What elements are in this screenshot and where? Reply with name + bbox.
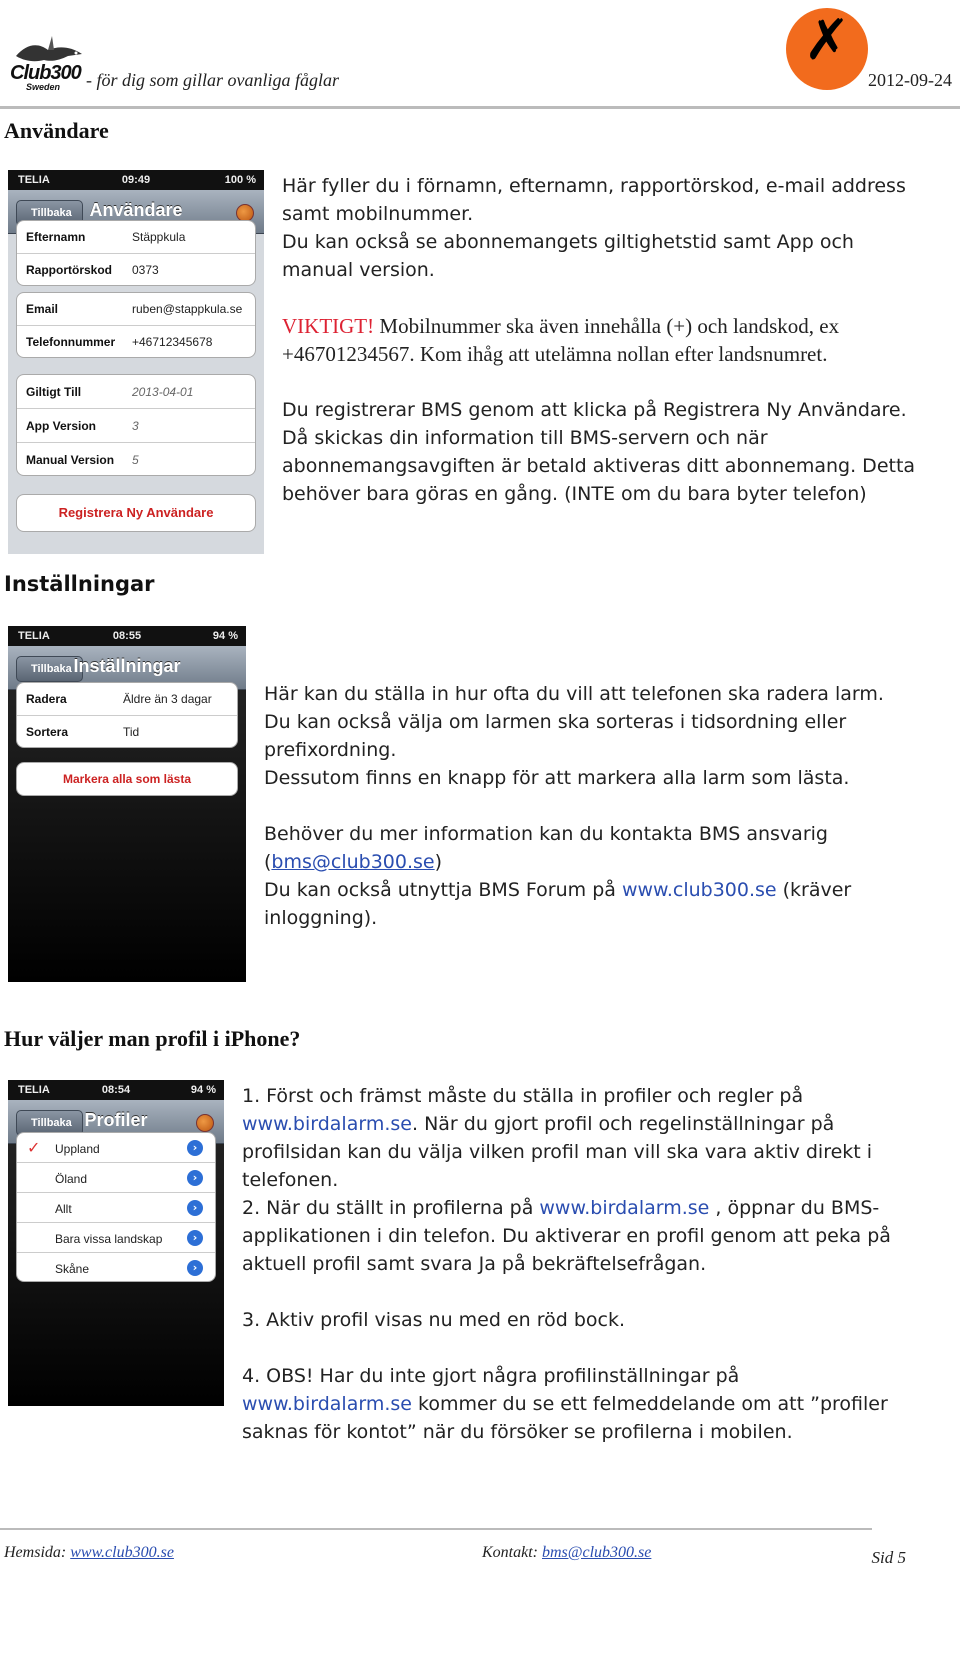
profile-row-oland[interactable]	[17, 1163, 215, 1193]
row-label: Efternamn	[26, 230, 86, 244]
settings-row-radera[interactable]	[17, 683, 237, 716]
form-row-telefonnummer[interactable]	[17, 326, 255, 358]
row-value: 0373	[132, 263, 159, 277]
form-group-contact	[16, 292, 256, 358]
footer-home: Hemsida: www.club300.se	[4, 1544, 174, 1561]
home-link[interactable]: www.club300.se	[70, 1544, 174, 1561]
clock-label: 08:54	[101, 1084, 131, 1096]
chevron-right-icon[interactable]: ›	[187, 1230, 203, 1246]
row-value: Äldre än 3 dagar	[123, 692, 212, 706]
register-user-button[interactable]: Registrera Ny Användare	[16, 494, 256, 532]
battery-label: 94 %	[190, 1084, 216, 1096]
page-number: Sid 5	[871, 1548, 906, 1567]
carrier-label: TELIA	[18, 1084, 50, 1096]
carrier-label: TELIA	[18, 174, 50, 186]
row-value: Bara vissa landskap	[55, 1232, 163, 1246]
row-value: ruben@stappkula.se	[132, 302, 243, 316]
clock-label: 08:55	[112, 630, 142, 642]
footer-contact: Kontakt: bms@club300.se	[482, 1544, 652, 1561]
form-row-giltigt-till	[17, 375, 255, 409]
carrier-label: TELIA	[18, 630, 50, 642]
row-label: Email	[26, 302, 59, 316]
row-label: Sortera	[26, 725, 69, 739]
back-button[interactable]: Tillbaka	[16, 200, 83, 226]
tagline: - för dig som gillar ovanliga fåglar	[86, 70, 340, 90]
form-row-email[interactable]	[17, 293, 255, 326]
row-value: Skåne	[55, 1262, 90, 1276]
row-value: Tid	[123, 725, 140, 739]
step-3: 3. Aktiv profil visas nu med en röd bock.	[242, 1309, 626, 1331]
check-icon: ✓	[27, 1138, 41, 1157]
settings-group	[16, 682, 238, 748]
row-label: Radera	[26, 692, 67, 706]
paragraph: Dessutom finns en knapp för att markera alla larm som lästa.	[264, 767, 850, 789]
screenshot-anvandare	[8, 170, 264, 554]
row-value: Stäppkula	[132, 230, 186, 244]
row-value: Öland	[55, 1172, 88, 1186]
profile-row-bara-vissa[interactable]	[17, 1223, 215, 1253]
screenshot-installningar	[8, 626, 246, 982]
bird-flag-icon[interactable]	[196, 1114, 214, 1132]
club300-link[interactable]: www.club300.se	[621, 879, 777, 901]
paragraph: Du registrerar BMS genom att klicka på Registrera Ny Användare. Då skickas din information till BMS-servern och när abonnemangsavgiften är betald aktiveras ditt abonnemang. Detta behöver bara göras en gång. (INTE om du bara byter telefon)	[282, 399, 916, 505]
warning-paragraph	[282, 312, 922, 368]
paragraph: Här kan du ställa in hur ofta du vill att telefonen ska radera larm.	[264, 683, 884, 705]
forum-paragraph: Du kan också utnyttja BMS Forum på www.club300.se (kräver inloggning).	[264, 879, 852, 929]
warning-label: VIKTIGT!	[282, 314, 375, 338]
battery-label: 100 %	[224, 174, 256, 186]
battery-label: 94 %	[212, 630, 238, 642]
cross-badge-icon: ✗	[786, 8, 868, 90]
row-label: Telefonnummer	[26, 335, 116, 349]
row-label: Giltigt Till	[26, 385, 82, 399]
settings-row-sortera[interactable]	[17, 716, 237, 748]
profile-row-skane[interactable]	[17, 1253, 215, 1282]
row-value: 3	[132, 419, 139, 433]
row-value: 2013-04-01	[132, 385, 194, 399]
birdalarm-link[interactable]: www.birdalarm.se	[242, 1393, 412, 1415]
nav-title: Inställningar	[73, 656, 181, 676]
footer-divider	[0, 1528, 872, 1530]
paragraph: Du kan också välja om larmen ska sorteras i tidsordning eller prefixordning.	[264, 711, 847, 761]
form-row-app-version	[17, 409, 255, 443]
back-button[interactable]: Tillbaka	[16, 656, 83, 682]
mark-all-read-button[interactable]: Markera alla som lästa	[16, 762, 238, 796]
section1-text	[282, 172, 922, 508]
row-value: Allt	[55, 1202, 72, 1216]
chevron-right-icon[interactable]: ›	[187, 1260, 203, 1276]
heading-profil: Hur väljer man profil i iPhone?	[4, 1026, 301, 1051]
form-group-name	[16, 220, 256, 286]
email-link[interactable]: bms@club300.se	[271, 851, 435, 873]
form-row-efternamn[interactable]	[17, 221, 255, 254]
nav-title: Användare	[89, 200, 183, 220]
screenshot-profiler	[8, 1080, 224, 1406]
step-1: 1. Först och främst måste du ställa in profiler och regler på www.birdalarm.se. När du gjort profil och regelinställningar på profilsidan kan du välja vilken profil man vill ska vara aktiv direkt i telefonen.	[242, 1085, 873, 1191]
header-divider	[0, 106, 960, 109]
form-group-info	[16, 374, 256, 476]
paragraph: Här fyller du i förnamn, efternamn, rapportörskod, e-mail address samt mobilnummer.	[282, 175, 906, 225]
birdalarm-link[interactable]: www.birdalarm.se	[539, 1197, 710, 1219]
form-row-manual-version	[17, 443, 255, 476]
heading-installningar: Inställningar	[4, 572, 155, 596]
profile-list	[16, 1132, 216, 1282]
nav-title: Profiler	[84, 1110, 148, 1130]
birdalarm-link[interactable]: www.birdalarm.se	[242, 1113, 412, 1135]
clock-label: 09:49	[121, 174, 151, 186]
step-2: 2. När du ställt in profilerna på www.birdalarm.se , öppnar du BMS-applikationen i din telefon. Du aktiverar en profil genom att peka på aktuell profil samt svara Ja på bekräftelsefrågan.	[242, 1197, 891, 1275]
chevron-right-icon[interactable]: ›	[187, 1140, 203, 1156]
profile-row-uppland[interactable]	[17, 1133, 215, 1163]
row-label: App Version	[26, 419, 97, 433]
row-value: 5	[132, 453, 139, 467]
form-row-rapportorskod[interactable]	[17, 254, 255, 286]
row-value: +46712345678	[132, 335, 213, 349]
contact-paragraph: Behöver du mer information kan du kontakta BMS ansvarig (bms@club300.se)	[264, 823, 828, 873]
section3-text	[242, 1082, 902, 1446]
logo-text: Club300	[10, 62, 81, 84]
page-header	[0, 0, 960, 110]
back-button[interactable]: Tillbaka	[16, 1110, 83, 1136]
contact-link[interactable]: bms@club300.se	[542, 1544, 652, 1561]
chevron-right-icon[interactable]: ›	[187, 1200, 203, 1216]
document-date: 2012-09-24	[868, 70, 952, 90]
paragraph: Du kan också se abonnemangets giltighetstid samt App och manual version.	[282, 231, 854, 281]
heading-anvandare: Användare	[4, 118, 109, 143]
warning-text: Mobilnummer ska även innehålla (+) och landskod, ex +46701234567. Kom ihåg att utelämna nollan efter landsnumret.	[282, 314, 840, 366]
chevron-right-icon[interactable]: ›	[187, 1170, 203, 1186]
row-value: Uppland	[55, 1142, 100, 1156]
step-4: 4. OBS! Har du inte gjort några profilinställningar på www.birdalarm.se kommer du se ett felmeddelande om att ”profiler saknas för kontot” när du försöker se profilerna i mobilen.	[242, 1365, 888, 1443]
status-bar	[8, 1080, 224, 1100]
status-bar	[8, 626, 246, 646]
profile-row-allt[interactable]	[17, 1193, 215, 1223]
status-bar	[8, 170, 264, 190]
row-label: Manual Version	[26, 453, 115, 467]
logo-subtext: Sweden	[26, 82, 61, 92]
section2-text	[264, 680, 914, 932]
row-label: Rapportörskod	[26, 263, 113, 277]
